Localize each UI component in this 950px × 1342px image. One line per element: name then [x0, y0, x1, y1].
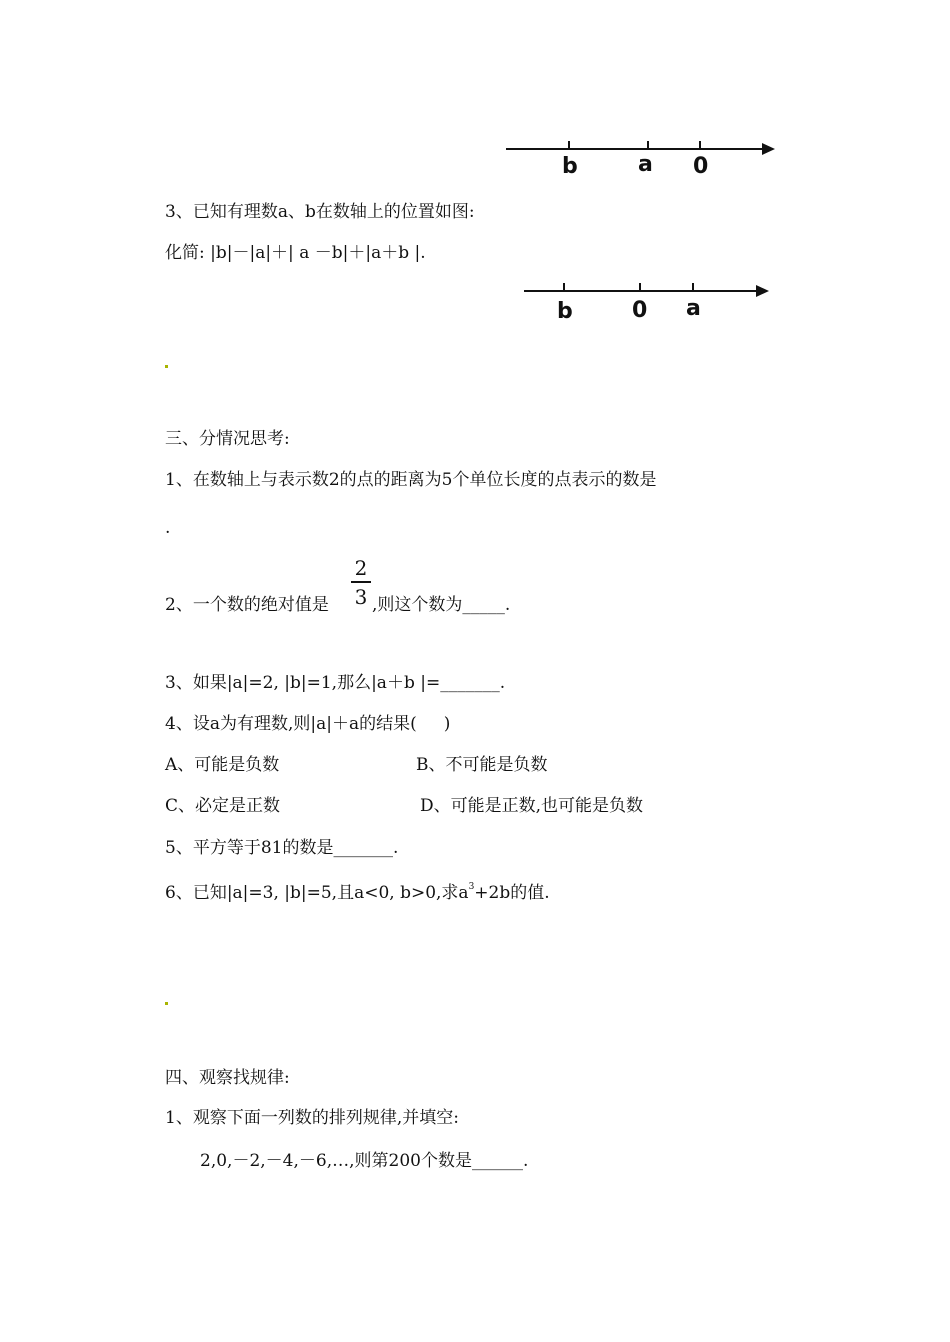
s4-q1: 1、观察下面一列数的排列规律,并填空:	[165, 1108, 459, 1128]
fraction-two-thirds	[351, 556, 371, 609]
s3-q3: 3、如果|a|=2, |b|=1,那么|a＋b |=_______.	[165, 673, 506, 693]
axis-label-a: a	[638, 152, 653, 177]
option-c: C、必定是正数	[165, 796, 281, 816]
axis-arrow	[762, 143, 775, 155]
s3-q1-end: .	[165, 518, 171, 538]
section3-heading: 三、分情况思考:	[165, 429, 290, 449]
fraction-denominator: 3	[354, 584, 368, 609]
s3-q6-pre: 6、已知|a|=3, |b|=5,且a<0, b>0,求a	[165, 883, 469, 903]
fraction-numerator: 2	[354, 556, 368, 580]
number-line-2	[520, 277, 790, 327]
s4-q1-sequence: 2,0,－2,－4,－6,…,则第200个数是______.	[200, 1151, 529, 1171]
mark-dot	[165, 1002, 168, 1005]
s3-q6	[165, 882, 550, 907]
axis-label-b: b	[562, 154, 578, 179]
s3-q6-post: +2b的值.	[474, 883, 550, 903]
number-line-1	[500, 135, 790, 185]
number-line-2-graphic	[520, 277, 790, 327]
exponent: 3	[468, 882, 475, 892]
s3-q2-text: 2、一个数的绝对值是	[165, 595, 329, 615]
axis-label-0: 0	[693, 154, 709, 179]
option-d: D、可能是正数,也可能是负数	[420, 796, 644, 816]
q3-line2: 化简: |b|－|a|＋| a －b|＋|a＋b |.	[165, 243, 426, 263]
s3-q2-tail: ,则这个数为_____.	[372, 595, 511, 615]
option-a: A、可能是负数	[165, 755, 280, 775]
mark-dot	[165, 365, 168, 368]
s3-q4: 4、设a为有理数,则|a|＋a的结果( )	[165, 714, 451, 734]
axis-label-b: b	[557, 299, 573, 324]
axis-arrow	[756, 285, 769, 297]
option-b: B、不可能是负数	[416, 755, 548, 775]
q3-line1: 3、已知有理数a、b在数轴上的位置如图:	[165, 202, 475, 222]
fraction-bar	[351, 581, 371, 583]
s3-q2	[165, 594, 329, 616]
axis-label-a: a	[686, 296, 701, 321]
s3-q5: 5、平方等于81的数是_______.	[165, 838, 399, 858]
section4-heading: 四、观察找规律:	[165, 1068, 290, 1088]
s3-q1: 1、在数轴上与表示数2的点的距离为5个单位长度的点表示的数是	[165, 470, 657, 490]
number-line-1-graphic	[500, 135, 790, 185]
axis-label-0: 0	[632, 298, 648, 323]
